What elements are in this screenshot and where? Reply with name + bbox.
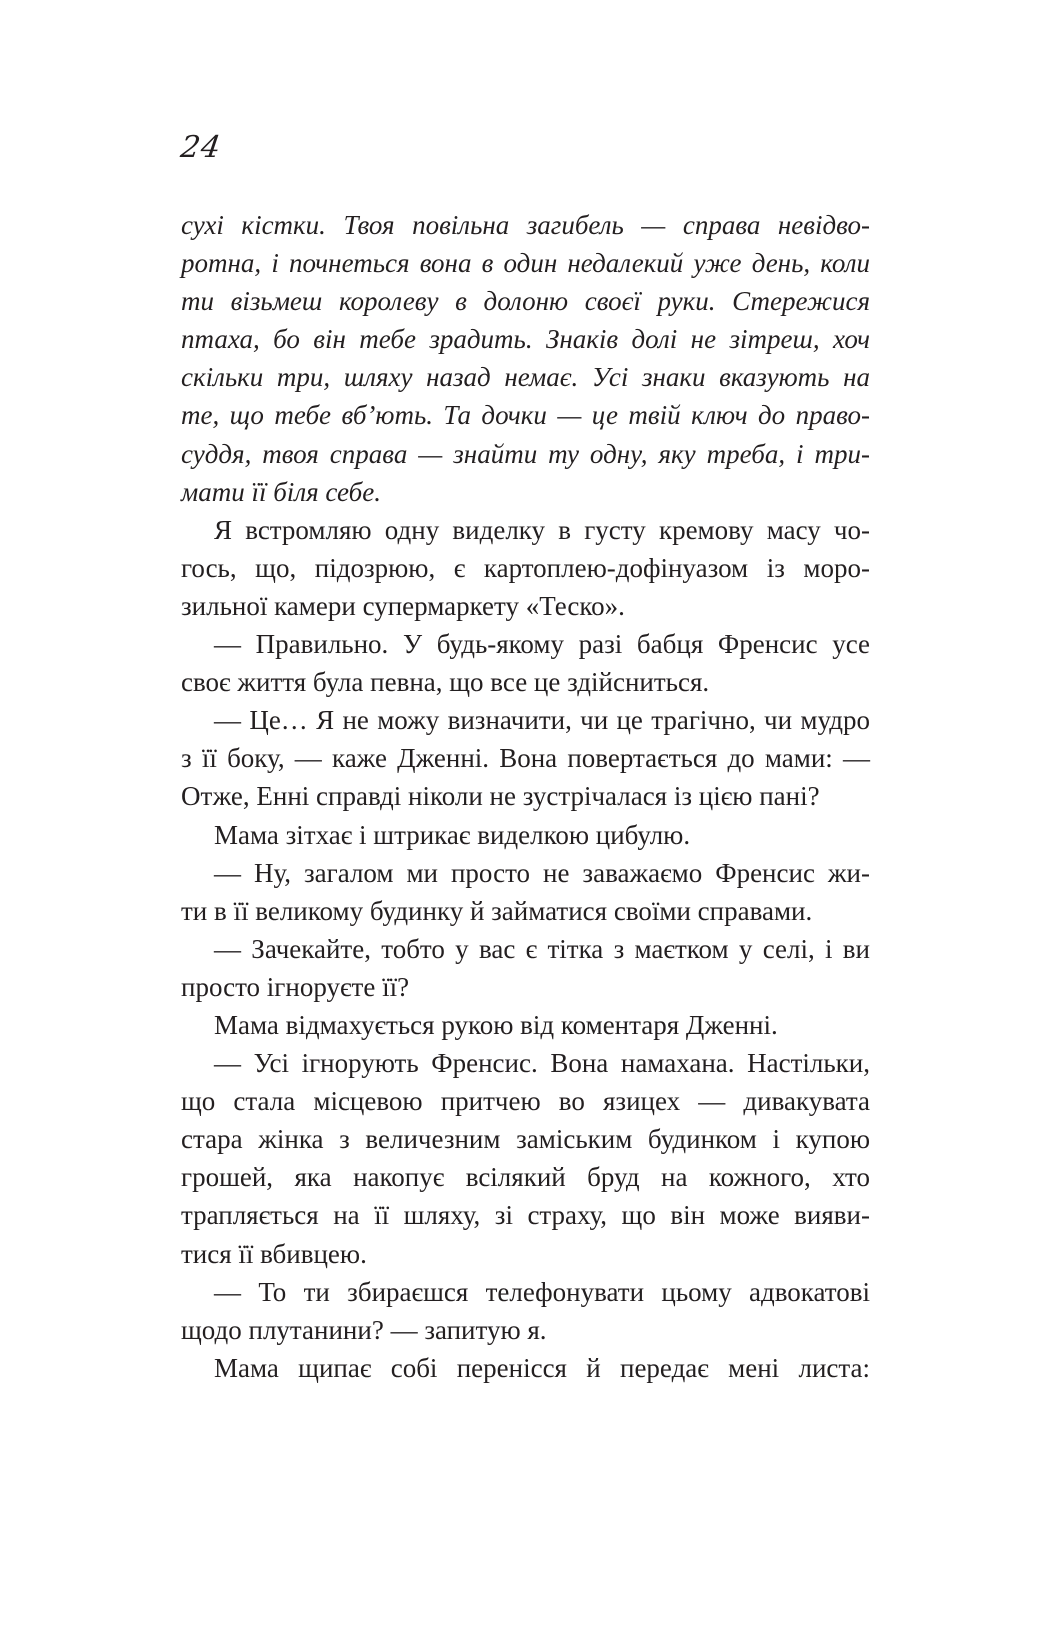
- text-line: тися її вбивцею.: [181, 1238, 367, 1269]
- text-line: щодо плутанини? — запитую я.: [181, 1314, 547, 1345]
- text-line: Мама зітхає і штрикає виделкою цибулю.: [214, 819, 691, 850]
- text-line: сухі кістки. Твоя повільна загибель — справа невідво-: [181, 210, 870, 240]
- text-line: Я встромляю одну виделку в густу кремову масу чо-: [214, 514, 870, 545]
- text-line: мати її біля себе.: [181, 476, 381, 507]
- text-line: птаха, бо він тебе зрадить. Знаків долі не зітреш, хоч: [181, 324, 870, 355]
- text-line: трапляється на її шляху, зі страху, що він може вияви-: [181, 1200, 870, 1231]
- text-line: стара жінка з величезним заміським будинком і купою: [181, 1124, 870, 1155]
- text-line: своє життя була певна, що все це здійсниться.: [181, 667, 710, 698]
- text-line: скільки три, шляху назад немає. Усі знаки вказують на: [181, 362, 870, 393]
- text-line: зильної камери супермаркету «Теско».: [181, 590, 625, 621]
- text-line: з її боку, — каже Дженні. Вона повертається до мами: —: [181, 743, 870, 774]
- text-line: — Зачекайте, тобто у вас є тітка з маєтком у селі, і ви: [214, 933, 870, 964]
- text-line: — Усі ігнорують Френсис. Вона намахана. Настільки,: [214, 1048, 870, 1079]
- text-line: — Це… Я не можу визначити, чи це трагічно, чи мудро: [214, 705, 870, 736]
- text-line: — Ну, загалом ми просто не заважаємо Френсис жи-: [214, 857, 870, 888]
- body-text: [181, 206, 870, 1387]
- page-number: 24: [178, 130, 224, 165]
- text-line: ти в її великому будинку й займатися своїми справами.: [181, 895, 813, 926]
- text-line: Мама відмахується рукою від коментаря Дженні.: [214, 1009, 778, 1040]
- text-line: що стала місцевою притчею во язицех — дивакувата: [181, 1086, 870, 1117]
- text-line: суддя, твоя справа — знайти ту одну, яку треба, і три-: [181, 438, 870, 469]
- text-line: грошей, яка накопує всілякий бруд на кожного, хто: [181, 1162, 870, 1193]
- text-line: Мама щипає собі перенісся й передає мені листа:: [214, 1352, 870, 1383]
- text-line: ти візьмеш королеву в долоню своєї руки. Стережися: [181, 286, 870, 317]
- text-line: — То ти збираєшся телефонувати цьому адвокатові: [214, 1276, 870, 1307]
- text-line: те, що тебе вб’ють. Та дочки — це твій ключ до право-: [181, 400, 870, 431]
- text-line: ротна, і почнеться вона в один недалекий уже день, коли: [181, 248, 870, 279]
- text-line: Отже, Енні справді ніколи не зустрічалася із цією пані?: [181, 781, 820, 812]
- text-line: гось, що, підозрюю, є картоплею-дофінуазом із моро-: [181, 552, 870, 583]
- text-line: просто ігноруєте її?: [181, 971, 410, 1002]
- text-line: — Правильно. У будь-якому разі бабця Френсис усе: [214, 629, 870, 660]
